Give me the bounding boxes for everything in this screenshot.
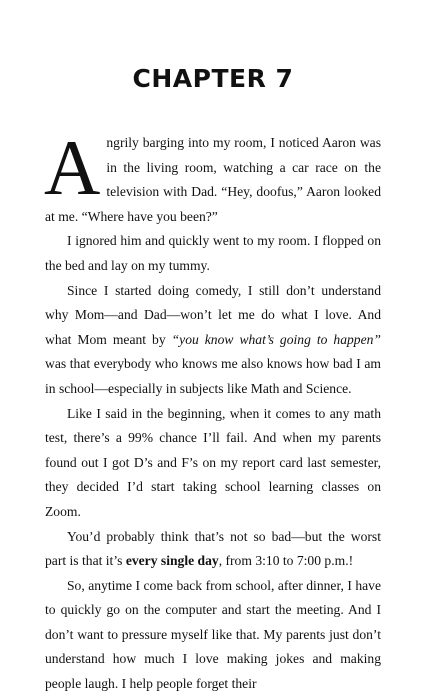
paragraph-5-bold: every single day [125, 553, 219, 569]
chapter-body [44, 124, 381, 697]
paragraph-1-text: ngrily barging into my room, I noticed Aaron was in the living room, watching a car race on the television with Dad. “Hey, doofus,” Aaron looked at me. “Where have you been?” [45, 135, 381, 224]
paragraph-4: Like I said in the beginning, when it comes to any math test, there’s a 99% chance I’ll fail. And when my parents found out I got D’s and F’s on my report card last semester, they decided I’d start taking school learning classes on Zoom. [45, 405, 381, 519]
paragraph-3 [45, 279, 381, 402]
paragraph-5-text-end: , from 3:10 to 7:00 p.m.! [218, 553, 354, 569]
drop-cap: A [44, 124, 101, 211]
paragraph-1 [44, 124, 381, 229]
paragraph-3-text-start: Since I started doing comedy, I still don’t understand why Mom—and Dad—won’t let me do what I love. And what Mom meant by [45, 282, 381, 347]
paragraph-3-text-end: was that everybody who knows me also knows how bad I am in school—especially in subjects like Math and Science. [45, 356, 381, 396]
paragraph-5 [45, 525, 381, 574]
paragraph-2: I ignored him and quickly went to my room. I flopped on the bed and lay on my tummy. [45, 233, 381, 273]
chapter-title: CHAPTER 7 [132, 64, 294, 93]
paragraph-6: So, anytime I come back from school, after dinner, I have to quickly go on the computer and start the meeting. And I don’t want to pressure myself like that. My parents just don’t understand how much I love making jokes and making people laugh. I help people forget their [45, 577, 381, 692]
paragraph-5-text-start: You’d probably think that’s not so bad—but the worst part is that it’s [45, 528, 381, 569]
paragraph-3-quote: “you know what’s going to happen” [171, 331, 381, 347]
